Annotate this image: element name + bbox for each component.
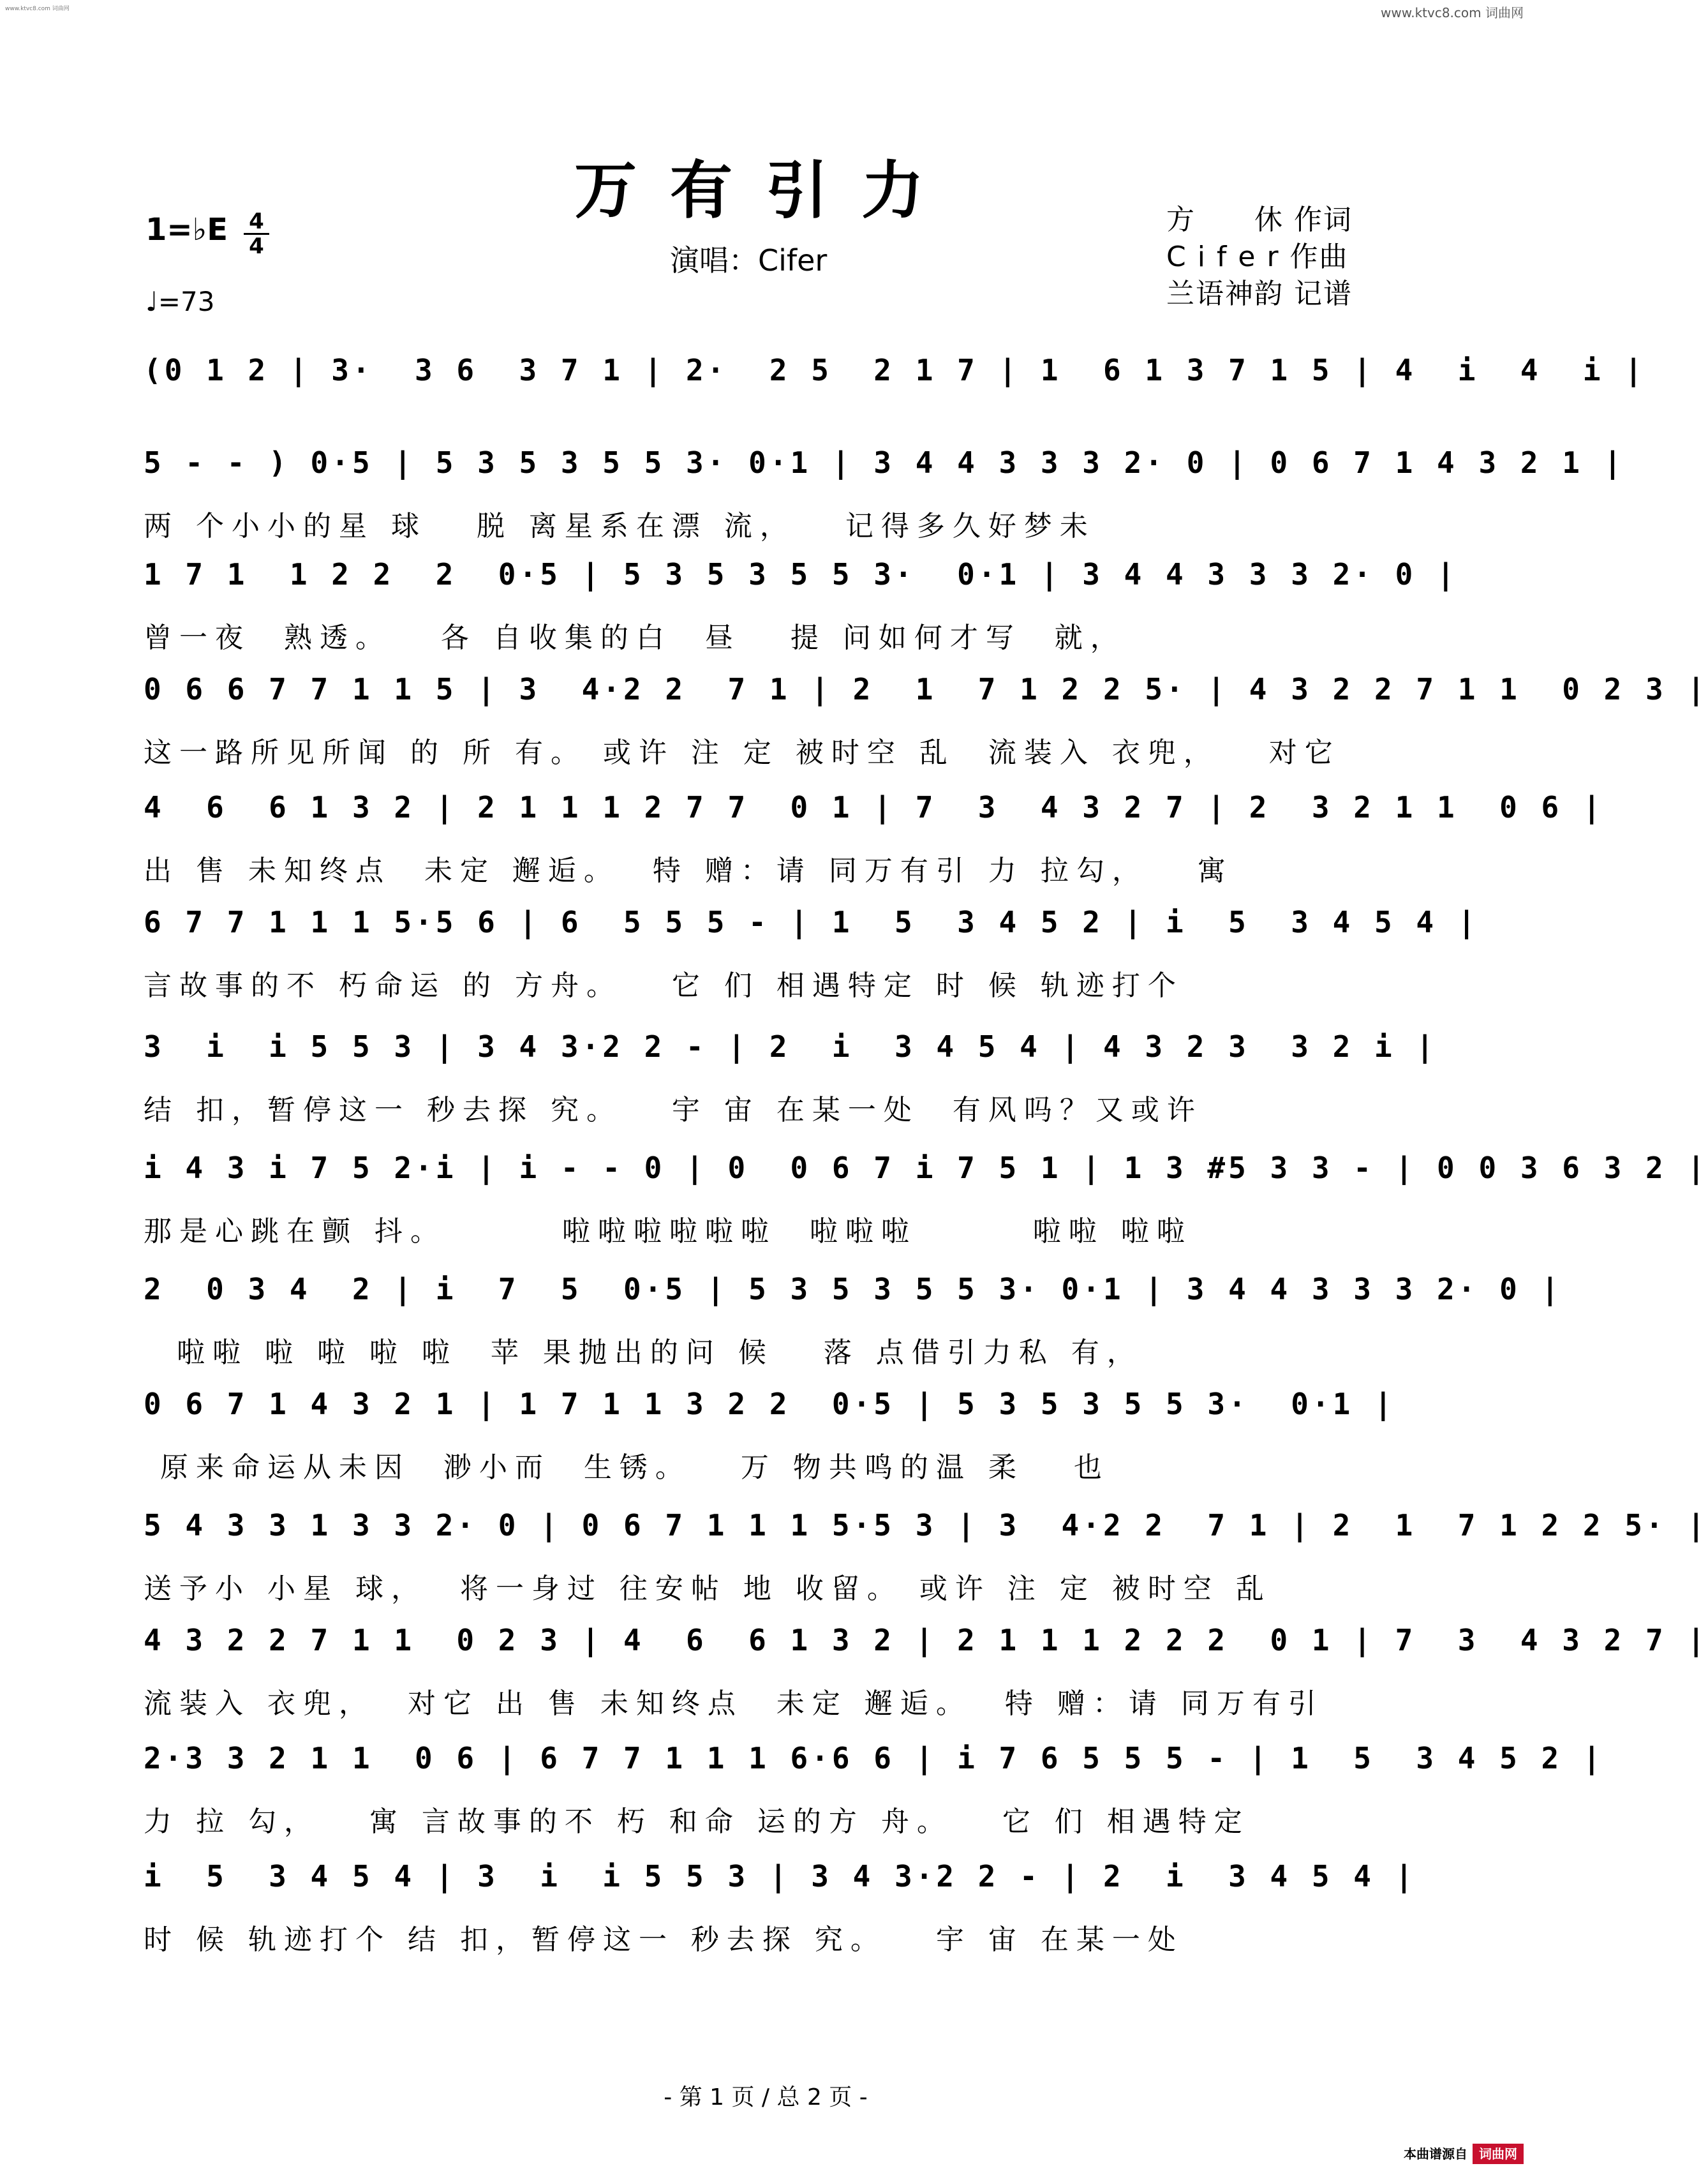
notation-line: 0 6 6 7 7 1 1 5 | 3 4·2 2 7 1 | 2 1 7 1 2 2 5· | 4 3 2 2 7 1 1 0 2 3 |: [144, 672, 1708, 706]
score-system: [144, 1736, 1604, 1839]
score-system: [144, 1382, 1395, 1485]
lyric-line: 出 售 未知终点 未定 邂逅。 特 赠：请 同万有引 力 拉勾， 寓: [144, 855, 1233, 887]
lyric-line: 那是心跳在颤 抖。 啦啦啦啦啦啦 啦啦啦 啦啦 啦啦: [144, 1215, 1192, 1248]
lyric-line: 曾一夜 熟透。 各 自收集的白 昼 提 问如何才写 就，: [144, 622, 1126, 654]
score-system: [144, 440, 1625, 544]
lyric-line: 两 个小小的星 球 脱 离星系在漂 流， 记得多久好梦未: [144, 510, 1095, 542]
song-title: 万有引力: [574, 154, 957, 227]
source-logo: [1404, 2144, 1524, 2162]
time-signature: [244, 211, 269, 257]
score-system: [144, 1024, 1437, 1128]
notation-line: 4 6 6 1 3 2 | 2 1 1 1 2 7 7 0 1 | 7 3 4 3 2 7 | 2 3 2 1 1 0 6 |: [144, 790, 1604, 825]
score-system: [144, 900, 1479, 1003]
lyric-line: 啦啦 啦 啦 啦 啦 苹 果抛出的问 候 落 点借引力私 有，: [144, 1336, 1143, 1369]
lyric-line: 力 拉 勾， 寓 言故事的不 朽 和命 运的方 舟。 它 们 相遇特定: [144, 1805, 1250, 1838]
score-system: [144, 552, 1458, 655]
score-system: [144, 1854, 1416, 1957]
notation-line: i 5 3 4 5 4 | 3 i i 5 5 3 | 3 4 3·2 2 - | 2 i 3 4 5 4 |: [144, 1859, 1416, 1893]
lyric-line: 言故事的不 朽命运 的 方舟。 它 们 相遇特定 时 候 轨迹打个: [144, 969, 1184, 1002]
tempo-marking: ♩=73: [145, 286, 215, 317]
notation-line: 0 6 7 1 4 3 2 1 | 1 7 1 1 3 2 2 0·5 | 5 3 5 3 5 5 3· 0·1 |: [144, 1387, 1395, 1421]
source-logo-badge: 词曲网: [1473, 2144, 1524, 2164]
time-sig-denominator: 4: [249, 234, 264, 259]
notation-line: i 4 3 i 7 5 2·i | i - - 0 | 0 0 6 7 i 7 5 1 | 1 3 #5 3 3 - | 0 0 3 6 3 2 |: [144, 1151, 1708, 1185]
notation-line: 2·3 3 2 1 1 0 6 | 6 7 7 1 1 1 6·6 6 | i 7 6 5 5 5 - | 1 5 3 4 5 2 |: [144, 1741, 1604, 1775]
lyric-line: 送予小 小星 球， 将一身过 往安帖 地 收留。 或许 注 定 被时空 乱: [144, 1572, 1272, 1605]
source-logo-text: 本曲谱源自: [1404, 2146, 1467, 2162]
singer-credit: 演唱：Cifer: [670, 243, 828, 278]
lyric-line: 结 扣，暂停这一 秒去探 究。 宇 宙 在某一处 有风吗？又或许: [144, 1094, 1203, 1126]
notation-line: 2 0 3 4 2 | i 7 5 0·5 | 5 3 5 3 5 5 3· 0·1 | 3 4 4 3 3 3 2· 0 |: [144, 1272, 1563, 1306]
notation-line: 3 i i 5 5 3 | 3 4 3·2 2 - | 2 i 3 4 5 4 | 4 3 2 3 3 2 i |: [144, 1029, 1437, 1064]
transcriber-credit: 兰语神韵 记谱: [1166, 278, 1353, 310]
notation-line: 4 3 2 2 7 1 1 0 2 3 | 4 6 6 1 3 2 | 2 1 1 1 2 2 2 0 1 | 7 3 4 3 2 7 |: [144, 1623, 1708, 1657]
score-system: [144, 1267, 1563, 1370]
score-system: [144, 1503, 1708, 1606]
page-footer: - 第 1 页 / 总 2 页 -: [664, 2084, 868, 2110]
lyricist-credit: 方 休 作词: [1166, 204, 1353, 236]
notation-line: 5 - - ) 0·5 | 5 3 5 3 5 5 3· 0·1 | 3 4 4 3 3 3 2· 0 | 0 6 7 1 4 3 2 1 |: [144, 445, 1625, 480]
notation-line: 6 7 7 1 1 1 5·5 6 | 6 5 5 5 - | 1 5 3 4 5 2 | i 5 3 4 5 4 |: [144, 905, 1479, 939]
score-system: [144, 1618, 1708, 1721]
key-signature: 1=♭E: [145, 212, 228, 248]
notation-line: 5 4 3 3 1 3 3 2· 0 | 0 6 7 1 1 1 5·5 3 | 3 4·2 2 7 1 | 2 1 7 1 2 2 5· |: [144, 1508, 1708, 1542]
score-system: [144, 1146, 1708, 1249]
watermark-top-left: www.ktvc8.com 词曲网: [5, 6, 70, 12]
score-system: [144, 667, 1708, 770]
lyric-line: 这一路所见所闻 的 所 有。 或许 注 定 被时空 乱 流装入 衣兜， 对它: [144, 736, 1340, 769]
notation-line: 1 7 1 1 2 2 2 0·5 | 5 3 5 3 5 5 3· 0·1 | 3 4 4 3 3 3 2· 0 |: [144, 557, 1458, 592]
score-system: [144, 348, 1645, 410]
score-system: [144, 785, 1604, 888]
lyric-line: 原来命运从未因 渺小而 生锈。 万 物共鸣的温 柔 也: [144, 1451, 1110, 1484]
lyric-line: 流装入 衣兜， 对它 出 售 未知终点 未定 邂逅。 特 赠：请 同万有引: [144, 1687, 1324, 1720]
lyric-line: 时 候 轨迹打个 结 扣，暂停这一 秒去探 究。 宇 宙 在某一处: [144, 1923, 1184, 1956]
watermark-top-right: www.ktvc8.com 词曲网: [1380, 5, 1524, 20]
time-sig-numerator: 4: [249, 209, 264, 234]
notation-line: (0 1 2 | 3· 3 6 3 7 1 | 2· 2 5 2 1 7 | 1 6 1 3 7 1 5 | 4 i 4 i |: [144, 353, 1645, 387]
composer-credit: C i f e r 作曲: [1166, 241, 1349, 273]
credits-block: [1166, 202, 1353, 313]
